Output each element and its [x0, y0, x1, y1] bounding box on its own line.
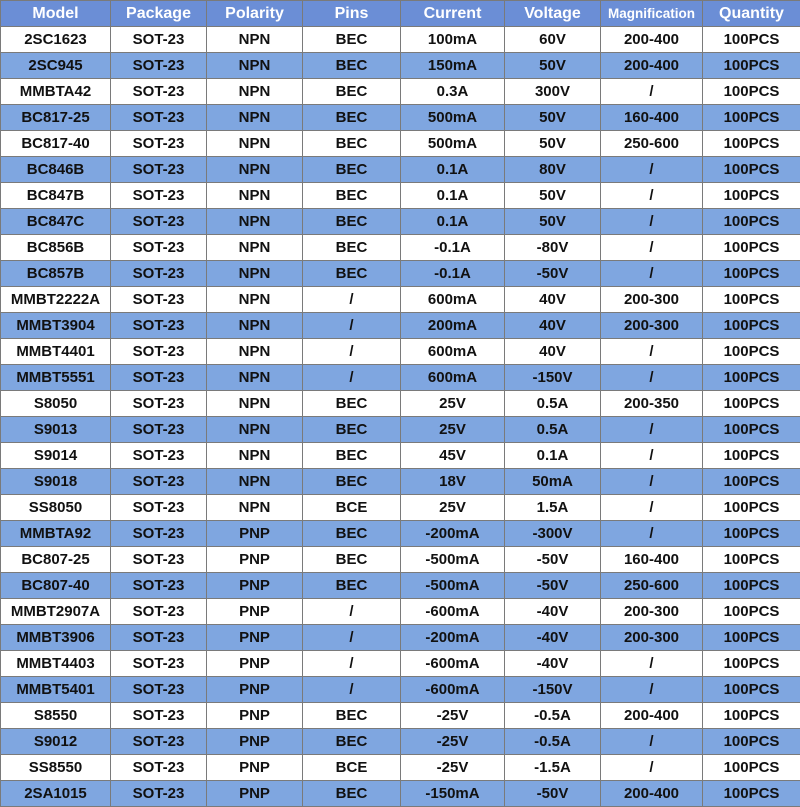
table-row: [1, 469, 800, 495]
cell-quantity: 100PCS: [703, 157, 800, 183]
header-quantity: Quantity: [703, 1, 800, 27]
cell-quantity: 100PCS: [703, 443, 800, 469]
cell-model: MMBT3906: [1, 625, 111, 651]
cell-quantity: 100PCS: [703, 131, 800, 157]
cell-pins: /: [303, 339, 401, 365]
cell-pins: BEC: [303, 547, 401, 573]
cell-current: -25V: [401, 703, 505, 729]
cell-polarity: NPN: [207, 209, 303, 235]
cell-quantity: 100PCS: [703, 599, 800, 625]
cell-current: -500mA: [401, 573, 505, 599]
cell-voltage: 50V: [505, 131, 601, 157]
cell-model: S8550: [1, 703, 111, 729]
header-package: Package: [111, 1, 207, 27]
cell-model: S8050: [1, 391, 111, 417]
table-row: [1, 755, 800, 781]
cell-pins: BEC: [303, 27, 401, 53]
cell-magnification: /: [601, 729, 703, 755]
cell-polarity: NPN: [207, 339, 303, 365]
cell-magnification: /: [601, 209, 703, 235]
cell-current: 25V: [401, 495, 505, 521]
cell-current: 200mA: [401, 313, 505, 339]
cell-pins: BEC: [303, 209, 401, 235]
cell-voltage: -40V: [505, 625, 601, 651]
cell-pins: BEC: [303, 235, 401, 261]
cell-package: SOT-23: [111, 27, 207, 53]
cell-voltage: 0.1A: [505, 443, 601, 469]
cell-magnification: 250-600: [601, 573, 703, 599]
cell-quantity: 100PCS: [703, 547, 800, 573]
cell-voltage: -0.5A: [505, 729, 601, 755]
table-row: [1, 53, 800, 79]
cell-package: SOT-23: [111, 183, 207, 209]
cell-voltage: 1.5A: [505, 495, 601, 521]
header-polarity: Polarity: [207, 1, 303, 27]
cell-voltage: 50V: [505, 183, 601, 209]
cell-magnification: /: [601, 521, 703, 547]
cell-polarity: PNP: [207, 547, 303, 573]
cell-polarity: NPN: [207, 443, 303, 469]
cell-package: SOT-23: [111, 781, 207, 807]
cell-current: 45V: [401, 443, 505, 469]
cell-magnification: 200-400: [601, 27, 703, 53]
cell-pins: BEC: [303, 521, 401, 547]
cell-current: 500mA: [401, 131, 505, 157]
cell-polarity: NPN: [207, 365, 303, 391]
cell-magnification: 160-400: [601, 547, 703, 573]
cell-current: 100mA: [401, 27, 505, 53]
cell-current: 0.1A: [401, 183, 505, 209]
cell-voltage: 60V: [505, 27, 601, 53]
cell-model: S9014: [1, 443, 111, 469]
table-row: [1, 79, 800, 105]
cell-current: -200mA: [401, 521, 505, 547]
cell-magnification: /: [601, 261, 703, 287]
cell-magnification: 200-300: [601, 599, 703, 625]
table-row: [1, 313, 800, 339]
cell-polarity: NPN: [207, 131, 303, 157]
cell-magnification: 250-600: [601, 131, 703, 157]
cell-voltage: -0.5A: [505, 703, 601, 729]
cell-pins: BEC: [303, 417, 401, 443]
cell-voltage: 50V: [505, 105, 601, 131]
cell-pins: BEC: [303, 443, 401, 469]
cell-quantity: 100PCS: [703, 287, 800, 313]
cell-quantity: 100PCS: [703, 469, 800, 495]
cell-polarity: NPN: [207, 469, 303, 495]
cell-magnification: /: [601, 755, 703, 781]
cell-quantity: 100PCS: [703, 391, 800, 417]
header-magnification: Magnification: [601, 1, 703, 27]
cell-package: SOT-23: [111, 287, 207, 313]
cell-current: -25V: [401, 755, 505, 781]
cell-polarity: NPN: [207, 261, 303, 287]
table-row: [1, 287, 800, 313]
cell-magnification: 200-300: [601, 287, 703, 313]
cell-package: SOT-23: [111, 469, 207, 495]
cell-voltage: -50V: [505, 781, 601, 807]
table-row: [1, 547, 800, 573]
cell-polarity: NPN: [207, 417, 303, 443]
cell-model: 2SA1015: [1, 781, 111, 807]
cell-polarity: NPN: [207, 157, 303, 183]
cell-quantity: 100PCS: [703, 53, 800, 79]
cell-voltage: -150V: [505, 677, 601, 703]
cell-model: S9018: [1, 469, 111, 495]
cell-quantity: 100PCS: [703, 495, 800, 521]
cell-package: SOT-23: [111, 235, 207, 261]
cell-quantity: 100PCS: [703, 729, 800, 755]
table-row: [1, 339, 800, 365]
cell-current: 600mA: [401, 339, 505, 365]
cell-magnification: 200-400: [601, 703, 703, 729]
table-row: [1, 573, 800, 599]
cell-current: 600mA: [401, 287, 505, 313]
cell-quantity: 100PCS: [703, 651, 800, 677]
cell-model: S9012: [1, 729, 111, 755]
cell-voltage: -300V: [505, 521, 601, 547]
cell-voltage: 80V: [505, 157, 601, 183]
cell-model: BC817-25: [1, 105, 111, 131]
cell-polarity: PNP: [207, 625, 303, 651]
cell-pins: BEC: [303, 781, 401, 807]
table-row: [1, 157, 800, 183]
cell-package: SOT-23: [111, 755, 207, 781]
cell-model: S9013: [1, 417, 111, 443]
cell-magnification: /: [601, 79, 703, 105]
cell-voltage: 40V: [505, 339, 601, 365]
cell-current: 25V: [401, 417, 505, 443]
cell-package: SOT-23: [111, 677, 207, 703]
cell-polarity: NPN: [207, 105, 303, 131]
cell-model: BC807-40: [1, 573, 111, 599]
cell-magnification: /: [601, 469, 703, 495]
cell-pins: /: [303, 677, 401, 703]
cell-pins: /: [303, 313, 401, 339]
cell-package: SOT-23: [111, 625, 207, 651]
cell-voltage: 50V: [505, 209, 601, 235]
cell-model: BC857B: [1, 261, 111, 287]
cell-polarity: NPN: [207, 287, 303, 313]
cell-magnification: 200-400: [601, 781, 703, 807]
cell-pins: BEC: [303, 391, 401, 417]
table-row: [1, 625, 800, 651]
cell-magnification: /: [601, 235, 703, 261]
cell-polarity: PNP: [207, 521, 303, 547]
table-row: [1, 729, 800, 755]
cell-polarity: PNP: [207, 677, 303, 703]
cell-package: SOT-23: [111, 105, 207, 131]
cell-pins: BEC: [303, 261, 401, 287]
cell-polarity: NPN: [207, 27, 303, 53]
cell-magnification: 200-300: [601, 625, 703, 651]
cell-package: SOT-23: [111, 79, 207, 105]
cell-pins: /: [303, 651, 401, 677]
cell-voltage: -50V: [505, 547, 601, 573]
cell-pins: BEC: [303, 157, 401, 183]
cell-pins: BEC: [303, 53, 401, 79]
cell-magnification: /: [601, 183, 703, 209]
cell-quantity: 100PCS: [703, 365, 800, 391]
cell-quantity: 100PCS: [703, 573, 800, 599]
table-row: [1, 677, 800, 703]
table-row: [1, 781, 800, 807]
cell-quantity: 100PCS: [703, 27, 800, 53]
cell-voltage: -1.5A: [505, 755, 601, 781]
cell-model: BC807-25: [1, 547, 111, 573]
table-row: [1, 417, 800, 443]
cell-package: SOT-23: [111, 53, 207, 79]
table-row: [1, 235, 800, 261]
table-row: [1, 365, 800, 391]
cell-current: -0.1A: [401, 261, 505, 287]
cell-magnification: /: [601, 677, 703, 703]
header-model: Model: [1, 1, 111, 27]
cell-polarity: NPN: [207, 53, 303, 79]
cell-magnification: /: [601, 443, 703, 469]
table-row: [1, 521, 800, 547]
cell-quantity: 100PCS: [703, 677, 800, 703]
cell-model: BC847B: [1, 183, 111, 209]
cell-pins: BCE: [303, 755, 401, 781]
cell-package: SOT-23: [111, 443, 207, 469]
table-row: [1, 703, 800, 729]
cell-quantity: 100PCS: [703, 183, 800, 209]
cell-quantity: 100PCS: [703, 79, 800, 105]
cell-quantity: 100PCS: [703, 625, 800, 651]
cell-model: MMBT4403: [1, 651, 111, 677]
cell-magnification: 200-350: [601, 391, 703, 417]
cell-model: MMBT2222A: [1, 287, 111, 313]
cell-voltage: 50V: [505, 53, 601, 79]
cell-pins: BEC: [303, 469, 401, 495]
cell-quantity: 100PCS: [703, 235, 800, 261]
cell-current: 18V: [401, 469, 505, 495]
cell-package: SOT-23: [111, 313, 207, 339]
cell-voltage: -150V: [505, 365, 601, 391]
cell-polarity: PNP: [207, 729, 303, 755]
cell-voltage: -40V: [505, 599, 601, 625]
cell-quantity: 100PCS: [703, 339, 800, 365]
cell-magnification: 200-400: [601, 53, 703, 79]
cell-voltage: -80V: [505, 235, 601, 261]
cell-current: 0.1A: [401, 209, 505, 235]
cell-quantity: 100PCS: [703, 755, 800, 781]
cell-polarity: PNP: [207, 703, 303, 729]
cell-package: SOT-23: [111, 157, 207, 183]
cell-voltage: 40V: [505, 313, 601, 339]
cell-current: 600mA: [401, 365, 505, 391]
cell-polarity: PNP: [207, 651, 303, 677]
cell-polarity: NPN: [207, 391, 303, 417]
cell-quantity: 100PCS: [703, 209, 800, 235]
cell-current: -600mA: [401, 677, 505, 703]
cell-model: BC846B: [1, 157, 111, 183]
cell-current: -500mA: [401, 547, 505, 573]
cell-magnification: /: [601, 417, 703, 443]
cell-current: -150mA: [401, 781, 505, 807]
cell-magnification: /: [601, 157, 703, 183]
cell-model: SS8050: [1, 495, 111, 521]
cell-model: BC856B: [1, 235, 111, 261]
cell-magnification: /: [601, 365, 703, 391]
cell-polarity: NPN: [207, 183, 303, 209]
cell-package: SOT-23: [111, 417, 207, 443]
cell-model: BC847C: [1, 209, 111, 235]
cell-polarity: NPN: [207, 313, 303, 339]
cell-polarity: NPN: [207, 79, 303, 105]
cell-package: SOT-23: [111, 391, 207, 417]
cell-magnification: /: [601, 495, 703, 521]
cell-pins: /: [303, 625, 401, 651]
cell-current: -600mA: [401, 599, 505, 625]
table-row: [1, 651, 800, 677]
cell-pins: /: [303, 365, 401, 391]
header-pins: Pins: [303, 1, 401, 27]
cell-quantity: 100PCS: [703, 781, 800, 807]
cell-voltage: 40V: [505, 287, 601, 313]
cell-voltage: -40V: [505, 651, 601, 677]
header-row: [1, 1, 800, 27]
cell-magnification: 160-400: [601, 105, 703, 131]
cell-model: MMBT2907A: [1, 599, 111, 625]
cell-quantity: 100PCS: [703, 703, 800, 729]
table-row: [1, 209, 800, 235]
cell-pins: BEC: [303, 729, 401, 755]
cell-current: -200mA: [401, 625, 505, 651]
cell-voltage: -50V: [505, 261, 601, 287]
table-row: [1, 105, 800, 131]
cell-pins: BEC: [303, 703, 401, 729]
cell-model: MMBT3904: [1, 313, 111, 339]
cell-model: BC817-40: [1, 131, 111, 157]
cell-magnification: 200-300: [601, 313, 703, 339]
cell-package: SOT-23: [111, 261, 207, 287]
cell-package: SOT-23: [111, 131, 207, 157]
cell-current: 150mA: [401, 53, 505, 79]
cell-pins: /: [303, 599, 401, 625]
cell-voltage: 0.5A: [505, 391, 601, 417]
cell-model: 2SC945: [1, 53, 111, 79]
cell-quantity: 100PCS: [703, 261, 800, 287]
cell-quantity: 100PCS: [703, 417, 800, 443]
cell-magnification: /: [601, 651, 703, 677]
cell-voltage: 300V: [505, 79, 601, 105]
cell-package: SOT-23: [111, 495, 207, 521]
table-row: [1, 443, 800, 469]
cell-model: MMBT4401: [1, 339, 111, 365]
cell-quantity: 100PCS: [703, 105, 800, 131]
cell-current: 0.3A: [401, 79, 505, 105]
cell-package: SOT-23: [111, 573, 207, 599]
cell-pins: BEC: [303, 573, 401, 599]
header-current: Current: [401, 1, 505, 27]
cell-package: SOT-23: [111, 547, 207, 573]
cell-model: MMBTA92: [1, 521, 111, 547]
cell-package: SOT-23: [111, 209, 207, 235]
cell-current: -600mA: [401, 651, 505, 677]
cell-polarity: PNP: [207, 599, 303, 625]
cell-pins: BEC: [303, 131, 401, 157]
cell-current: 0.1A: [401, 157, 505, 183]
cell-voltage: 0.5A: [505, 417, 601, 443]
header-voltage: Voltage: [505, 1, 601, 27]
cell-voltage: 50mA: [505, 469, 601, 495]
cell-pins: BEC: [303, 183, 401, 209]
cell-package: SOT-23: [111, 599, 207, 625]
cell-package: SOT-23: [111, 339, 207, 365]
table-row: [1, 495, 800, 521]
table-row: [1, 131, 800, 157]
cell-current: 25V: [401, 391, 505, 417]
table-row: [1, 391, 800, 417]
cell-polarity: NPN: [207, 495, 303, 521]
cell-quantity: 100PCS: [703, 313, 800, 339]
cell-current: 500mA: [401, 105, 505, 131]
cell-model: MMBT5551: [1, 365, 111, 391]
cell-polarity: PNP: [207, 755, 303, 781]
cell-magnification: /: [601, 339, 703, 365]
cell-model: MMBTA42: [1, 79, 111, 105]
cell-polarity: PNP: [207, 573, 303, 599]
cell-model: MMBT5401: [1, 677, 111, 703]
cell-quantity: 100PCS: [703, 521, 800, 547]
cell-pins: /: [303, 287, 401, 313]
cell-package: SOT-23: [111, 729, 207, 755]
cell-pins: BEC: [303, 105, 401, 131]
cell-current: -25V: [401, 729, 505, 755]
table-row: [1, 27, 800, 53]
cell-pins: BEC: [303, 79, 401, 105]
table-row: [1, 599, 800, 625]
table-body: [1, 27, 800, 807]
cell-current: -0.1A: [401, 235, 505, 261]
cell-model: SS8550: [1, 755, 111, 781]
cell-package: SOT-23: [111, 703, 207, 729]
table-row: [1, 261, 800, 287]
table-header: [1, 1, 800, 27]
cell-voltage: -50V: [505, 573, 601, 599]
cell-package: SOT-23: [111, 365, 207, 391]
cell-model: 2SC1623: [1, 27, 111, 53]
table-row: [1, 183, 800, 209]
cell-polarity: PNP: [207, 781, 303, 807]
cell-package: SOT-23: [111, 521, 207, 547]
cell-package: SOT-23: [111, 651, 207, 677]
cell-polarity: NPN: [207, 235, 303, 261]
cell-pins: BCE: [303, 495, 401, 521]
